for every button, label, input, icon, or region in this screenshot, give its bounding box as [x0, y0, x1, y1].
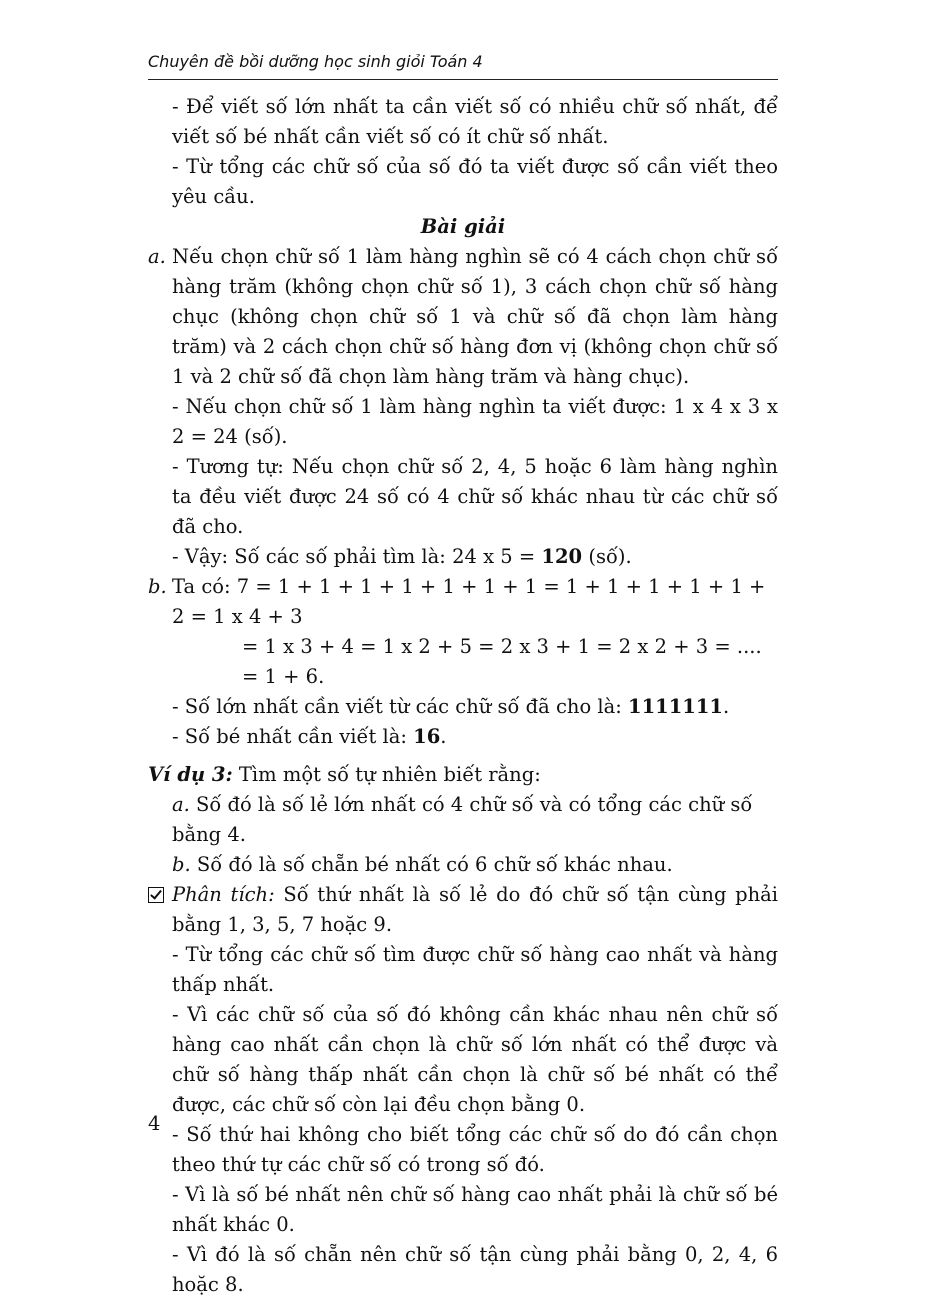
- page-number: 4: [148, 1112, 161, 1135]
- analysis-point-3: - Số thứ hai không cho biết tổng các chữ số do đó cần chọn theo thứ tự các chữ số có trong số đó.: [172, 1123, 778, 1176]
- intro-line-1: - Để viết số lớn nhất ta cần viết số có nhiều chữ số nhất, để viết số bé nhất cần viết số có ít chữ số nhất.: [172, 95, 778, 148]
- part-b-eq-1: Ta có: 7 = 1 + 1 + 1 + 1 + 1 + 1 + 1 = 1 + 1 + 1 + 1 + 1 + 2 = 1 x 4 + 3: [172, 575, 766, 628]
- max-prefix: - Số lớn nhất cần viết từ các chữ số đã cho là:: [172, 695, 629, 718]
- example-3-a-label: a.: [172, 793, 190, 816]
- solution-title: Bài giải: [420, 215, 506, 238]
- part-a: [148, 242, 778, 392]
- part-a-text: Nếu chọn chữ số 1 làm hàng nghìn sẽ có 4 cách chọn chữ số hàng trăm (không chọn chữ số 1), 3 cách chọn chữ số hàng chục (không chọn chữ số 1 và chữ số đã chọn làm hàng trăm) và 2 cách chọn chữ số hàng đơn vị (không chọn chữ số 1 và 2 chữ số đã chọn làm hàng trăm và hàng chục).: [172, 245, 778, 388]
- example-3-a-text: Số đó là số lẻ lớn nhất có 4 chữ số và có tổng các chữ số bằng 4.: [172, 793, 753, 846]
- part-b-min: [148, 722, 778, 752]
- checkbox-icon: [148, 887, 164, 903]
- part-a-line-1: - Nếu chọn chữ số 1 làm hàng nghìn ta viết được: 1 x 4 x 3 x 2 = 24 (số).: [172, 395, 778, 448]
- part-b-eq-2: = 1 x 3 + 4 = 1 x 2 + 5 = 2 x 3 + 1 = 2 x 2 + 3 = .... = 1 + 6.: [242, 635, 762, 688]
- running-header: Chuyên đề bồi dưỡng học sinh giỏi Toán 4: [148, 52, 483, 71]
- analysis-marker: [148, 880, 172, 940]
- header-rule: [148, 79, 778, 80]
- analysis-point-5: - Vì đó là số chẵn nên chữ số tận cùng phải bằng 0, 2, 4, 6 hoặc 8.: [172, 1243, 778, 1296]
- min-prefix: - Số bé nhất cần viết là:: [172, 725, 414, 748]
- example-3-b: [148, 850, 778, 880]
- part-a-result: 120: [541, 545, 583, 568]
- example-3-b-label: b.: [172, 853, 191, 876]
- analysis-point-4: - Vì là số bé nhất nên chữ số hàng cao nhất phải là chữ số bé nhất khác 0.: [172, 1183, 778, 1236]
- part-a-line-2: - Tương tự: Nếu chọn chữ số 2, 4, 5 hoặc 6 làm hàng nghìn ta đều viết được 24 số có 4 chữ số khác nhau từ các chữ số đã cho.: [172, 455, 778, 538]
- analysis-point-1: - Từ tổng các chữ số tìm được chữ số hàng cao nhất và hàng thấp nhất.: [172, 943, 778, 996]
- example-3-heading: [148, 760, 778, 790]
- analysis: [148, 880, 778, 940]
- part-a-line-3: [148, 542, 778, 572]
- analysis-label: Phân tích:: [172, 883, 275, 906]
- min-value: 16: [413, 725, 441, 748]
- example-3-b-text: Số đó là số chẵn bé nhất có 6 chữ số khác nhau.: [190, 853, 673, 876]
- max-suffix: .: [723, 695, 730, 718]
- analysis-text: [172, 880, 778, 940]
- part-b-label: b.: [148, 575, 167, 598]
- max-value: 1111111: [628, 695, 723, 718]
- min-suffix: .: [440, 725, 447, 748]
- intro-line-2: - Từ tổng các chữ số của số đó ta viết được số cần viết theo yêu cầu.: [172, 155, 778, 208]
- part-a-result-prefix: - Vậy: Số các số phải tìm là: 24 x 5 =: [172, 545, 542, 568]
- spacer: [148, 752, 778, 760]
- example-3-a: [148, 790, 778, 850]
- part-a-label: a.: [148, 245, 166, 268]
- example-3-text: Tìm một số tự nhiên biết rằng:: [232, 763, 541, 786]
- part-b-max: [148, 692, 778, 722]
- example-3-title: Ví dụ 3:: [148, 763, 233, 786]
- page-content: [148, 92, 778, 1300]
- analysis-body: Số thứ nhất là số lẻ do đó chữ số tận cùng phải bằng 1, 3, 5, 7 hoặc 9.: [172, 883, 779, 936]
- analysis-point-2: - Vì các chữ số của số đó không cần khác nhau nên chữ số hàng cao nhất cần chọn là chữ số lớn nhất có thể được và chữ số hàng thấp nhất cần chọn là chữ số bé nhất có thể được, các chữ số còn lại đều chọn bằng 0.: [172, 1003, 778, 1116]
- part-b: [148, 572, 778, 632]
- part-a-result-suffix: (số).: [582, 545, 632, 568]
